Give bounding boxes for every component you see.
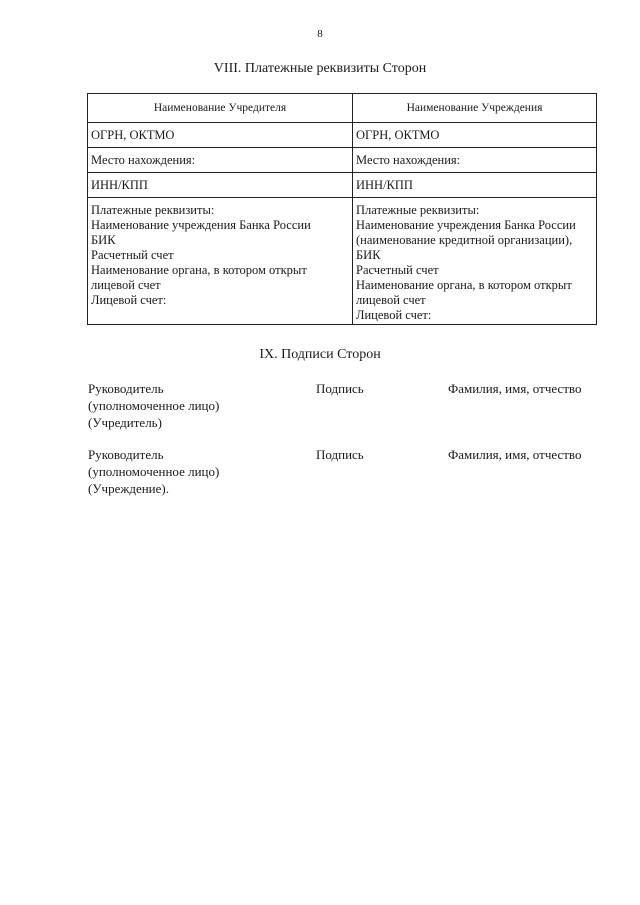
bank-details-line: Наименование учреждения Банка России xyxy=(356,218,576,232)
table-row xyxy=(88,148,597,173)
bank-details-line: Наименование органа, в котором открыт xyxy=(91,263,307,277)
bank-details-line: Наименование органа, в котором открыт xyxy=(356,278,572,292)
founder-name-header: Наименование Учредителя xyxy=(88,94,353,123)
table-row xyxy=(88,173,597,198)
bank-details-line: Платежные реквизиты: xyxy=(356,203,480,217)
signatory-role xyxy=(88,446,308,497)
role-line: (Учредитель) xyxy=(88,415,162,430)
table-header-row xyxy=(88,94,597,123)
bank-details-line: лицевой счет xyxy=(91,278,161,292)
bank-details-line: Наименование учреждения Банка России xyxy=(91,218,311,232)
bank-details-line: (наименование кредитной организации), xyxy=(356,233,573,247)
table-row xyxy=(88,198,597,325)
role-line: (уполномоченное лицо) xyxy=(88,464,220,479)
section-9-title: IX. Подписи Сторон xyxy=(259,347,381,362)
bank-details-line: БИК xyxy=(91,233,116,247)
bank-details-line: Платежные реквизиты: xyxy=(91,203,215,217)
bank-details-line: Расчетный счет xyxy=(356,263,439,277)
bank-details-line: Расчетный счет xyxy=(91,248,174,262)
role-line: Руководитель xyxy=(88,381,164,396)
bank-details-line: Лицевой счет: xyxy=(91,293,167,307)
full-name-label: Фамилия, имя, отчество xyxy=(448,381,582,396)
signature-label: Подпись xyxy=(316,381,364,396)
role-line: (Учреждение). xyxy=(88,481,169,496)
institution-location-cell: Место нахождения: xyxy=(353,148,597,173)
bank-details-line: БИК xyxy=(356,248,381,262)
page-number: 8 xyxy=(317,28,323,40)
founder-bank-details-cell xyxy=(88,198,353,325)
institution-bank-details-cell xyxy=(353,198,597,325)
bank-details-line: лицевой счет xyxy=(356,293,426,307)
signatory-role xyxy=(88,380,308,431)
payment-details-table xyxy=(87,93,597,325)
table-row xyxy=(88,123,597,148)
role-line: Руководитель xyxy=(88,447,164,462)
role-line: (уполномоченное лицо) xyxy=(88,398,220,413)
founder-inn-cell: ИНН/КПП xyxy=(88,173,353,198)
signature-label: Подпись xyxy=(316,447,364,462)
founder-ogrn-cell: ОГРН, ОКТМО xyxy=(88,123,353,148)
section-8-title: VIII. Платежные реквизиты Сторон xyxy=(213,61,427,76)
institution-name-header: Наименование Учреждения xyxy=(353,94,597,123)
full-name-label: Фамилия, имя, отчество xyxy=(448,447,582,462)
founder-location-cell: Место нахождения: xyxy=(88,148,353,173)
institution-inn-cell: ИНН/КПП xyxy=(353,173,597,198)
bank-details-line: Лицевой счет: xyxy=(356,308,432,322)
institution-ogrn-cell: ОГРН, ОКТМО xyxy=(353,123,597,148)
